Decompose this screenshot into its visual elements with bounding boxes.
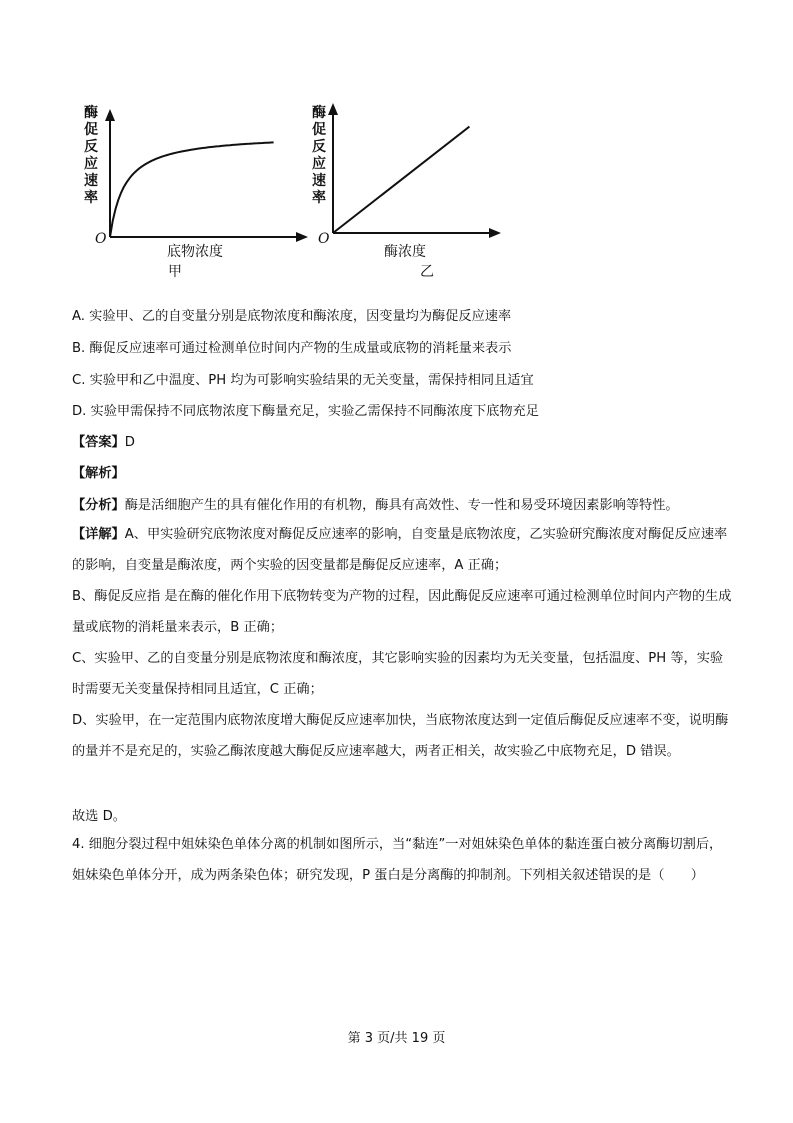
- option-a: A. 实验甲、乙的自变量分别是底物浓度和酶浓度，因变量均为酶促反应速率: [72, 309, 512, 324]
- figure-yi-origin: O: [318, 231, 330, 247]
- fenxi-tag: 【分析】: [72, 498, 125, 513]
- figure-jia-ylabel: [82, 105, 100, 207]
- ylabel-char: 酶: [312, 105, 326, 121]
- series-line: [333, 127, 469, 233]
- figure-yi-xlabel: 酶浓度: [384, 244, 426, 260]
- ylabel-char: 促: [84, 122, 98, 138]
- fenxi-text: 酶是活细胞产生的具有催化作用的有机物，酶具有高效性、专一性和易受环境因素影响等特性。: [124, 498, 679, 513]
- ylabel-char: 率: [84, 190, 98, 206]
- ylabel-char: 速: [312, 173, 326, 189]
- detail-a: [72, 519, 734, 581]
- ylabel-char: 速: [84, 173, 98, 189]
- ylabel-char: 应: [312, 156, 326, 172]
- detail-c: C、实验甲、乙的自变量分别是底物浓度和酶浓度，其它影响实验的因素均为无关变量，包括温度、PH 等，实验时需要无关变量保持相同且适宜，C 正确；: [72, 651, 724, 697]
- detail-tag: 【详解】: [72, 527, 125, 542]
- answer-line: [72, 431, 135, 450]
- analysis-tag: 【解析】: [72, 466, 125, 481]
- ylabel-char: 反: [84, 139, 98, 155]
- ylabel-char: 促: [312, 122, 326, 138]
- figure-jia-origin: O: [95, 231, 107, 247]
- figure-jia-xlabel: 底物浓度: [167, 244, 223, 260]
- figure-yi-caption: 乙: [420, 264, 434, 280]
- ylabel-char: 酶: [84, 105, 98, 121]
- figure-jia: [72, 95, 312, 285]
- conclusion: 故选 D。: [72, 809, 126, 824]
- option-c: C. 实验甲和乙中温度、PH 均为可影响实验结果的无关变量，需保持相同且适宜: [72, 373, 534, 388]
- y-axis-arrow: [328, 103, 338, 115]
- y-axis-arrow: [105, 109, 115, 121]
- option-d: D. 实验甲需保持不同底物浓度下酶量充足，实验乙需保持不同酶浓度下底物充足: [72, 404, 539, 419]
- fenxi-line: [72, 494, 679, 513]
- option-b: B. 酶促反应速率可通过检测单位时间内产物的生成量或底物的消耗量来表示: [72, 341, 512, 356]
- figure-jia-caption: 甲: [168, 264, 182, 280]
- x-axis-arrow: [489, 228, 501, 238]
- question-4: 4. 细胞分裂过程中姐妹染色单体分离的机制如图所示，当“黏连”一对姐妹染色单体的黏连蛋白被分离酶切割后，姐妹染色单体分开，成为两条染色体；研究发现，P 蛋白是分离酶的抑制剂。下列相关叙述错误的是（ ）: [72, 837, 723, 883]
- detail-a-text: A、甲实验研究底物浓度对酶促反应速率的影响，自变量是底物浓度，乙实验研究酶浓度对酶促反应速率的影响，自变量是酶浓度，两个实验的因变量都是酶促反应速率，A 正确；: [72, 527, 728, 573]
- page-footer: 第 3 页/共 19 页: [347, 1031, 446, 1046]
- figure-yi-ylabel: [310, 105, 328, 207]
- detail-b: B、酶促反应指 是在酶的催化作用下底物转变为产物的过程，因此酶促反应速率可通过检测单位时间内产物的生成量或底物的消耗量来表示，B 正确；: [72, 589, 732, 635]
- answer-value: D: [124, 435, 135, 450]
- series-line: [110, 142, 274, 237]
- ylabel-char: 反: [312, 139, 326, 155]
- figure-yi: [300, 95, 540, 285]
- ylabel-char: 率: [312, 190, 326, 206]
- answer-tag: 【答案】: [72, 435, 125, 450]
- detail-d: D、实验甲，在一定范围内底物浓度增大酶促反应速率加快，当底物浓度达到一定值后酶促反应速率不变，说明酶的量并不是充足的，实验乙酶浓度越大酶促反应速率越大，两者正相关，故实验乙中底物充足，D 错误。: [72, 713, 729, 759]
- ylabel-char: 应: [84, 156, 98, 172]
